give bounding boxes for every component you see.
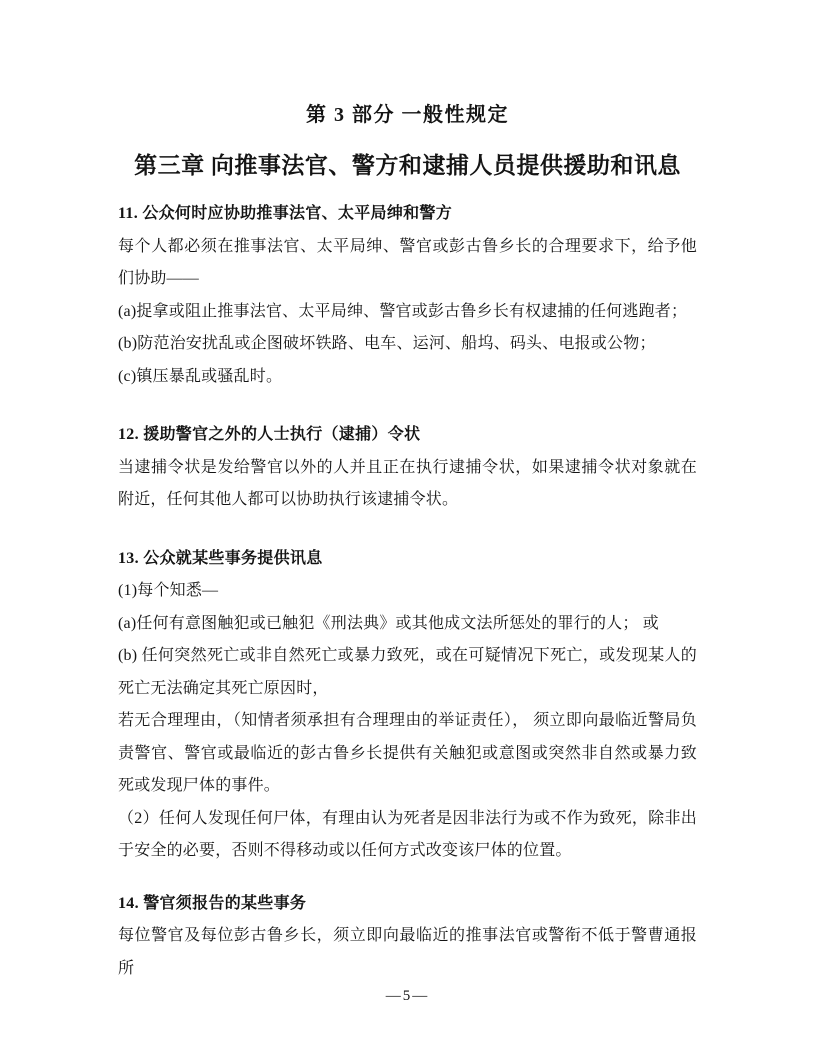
paragraph: 当逮捕令状是发给警官以外的人并且正在执行逮捕令状，如果逮捕令状对象就在附近，任何其他人都可以协助执行该逮捕令状。 — [118, 458, 697, 508]
paragraph: (c)镇压暴乱或骚乱时。 — [118, 367, 283, 385]
section-12 — [118, 419, 697, 517]
paragraph: 若无合理理由，（知情者须承担有合理理由的举证责任）， 须立即向最临近警局负责警官、警官或最临近的彭古鲁乡长提供有关触犯或意图或突然非自然或暴力致死或发现尸体的事件。 — [118, 712, 697, 794]
section-13-heading: 13. 公众就某些事务提供讯息 — [118, 549, 323, 567]
paragraph: (1)每个知悉— — [118, 582, 219, 599]
section-14-heading: 14. 警官须报告的某些事务 — [118, 894, 307, 912]
section-13 — [118, 543, 697, 868]
page-number: —5— — [385, 988, 430, 1004]
paragraph: 每个人都必须在推事法官、太平局绅、警官或彭古鲁乡长的合理要求下，给予他们协助—— — [118, 237, 697, 287]
paragraph: (a)任何有意图触犯或已触犯《刑法典》或其他成文法所惩处的罪行的人； 或 — [118, 614, 659, 632]
section-11 — [118, 198, 697, 393]
paragraph: （2）任何人发现任何尸体，有理由认为死者是因非法行为或不作为致死，除非出于安全的必要，否则不得移动或以任何方式改变该尸体的位置。 — [118, 809, 697, 859]
section-12-heading: 12. 援助警官之外的人士执行（逮捕）令状 — [118, 426, 421, 443]
part-title: 第 3 部分 一般性规定 — [306, 104, 509, 126]
chapter-title: 第三章 向推事法官、警方和逮捕人员提供援助和讯息 — [134, 153, 681, 178]
paragraph: (a)捉拿或阻止推事法官、太平局绅、警官或彭古鲁乡长有权逮捕的任何逃跑者； — [118, 302, 688, 320]
paragraph: 每位警官及每位彭古鲁乡长，须立即向最临近的推事法官或警衔不低于警曹通报所 — [118, 927, 697, 977]
section-14 — [118, 888, 697, 986]
paragraph: (b)防范治安扰乱或企图破坏铁路、电车、运河、船坞、码头、电报或公物； — [118, 335, 656, 352]
paragraph: (b) 任何突然死亡或非自然死亡或暴力致死，或在可疑情况下死亡，或发现某人的死亡无法确定其死亡原因时， — [118, 647, 697, 697]
section-11-heading: 11. 公众何时应协助推事法官、太平局绅和警方 — [118, 205, 453, 222]
